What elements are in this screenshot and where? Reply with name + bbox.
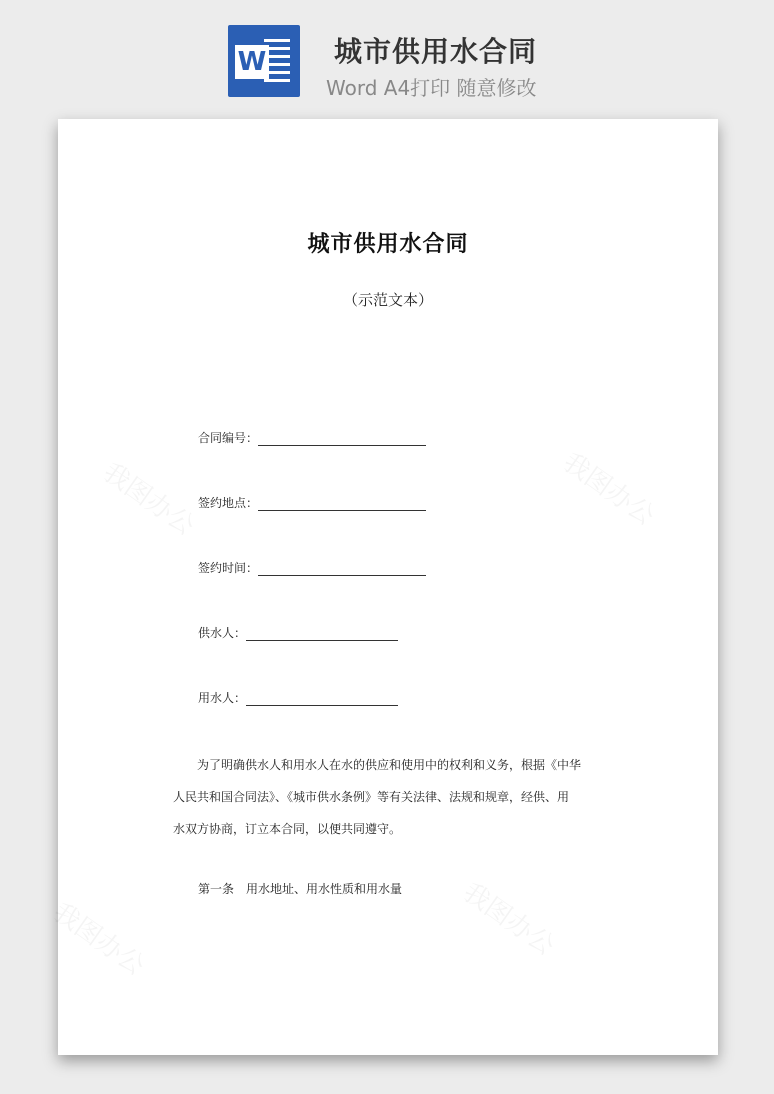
header-title: 城市供用水合同	[334, 35, 538, 68]
word-icon-letter: W	[235, 45, 269, 79]
word-icon	[228, 25, 300, 97]
watermark	[97, 453, 203, 543]
fill-line[interactable]	[246, 691, 398, 706]
fill-line[interactable]	[246, 626, 398, 641]
document-title: 城市供用水合同	[307, 232, 469, 257]
field-signing-place	[198, 494, 426, 511]
fill-line[interactable]	[258, 561, 426, 576]
preview-header	[0, 0, 774, 110]
field-user	[198, 689, 398, 706]
field-contract-number	[198, 429, 426, 446]
field-label: 签约时间：	[198, 561, 259, 575]
paragraph-line: 人民共和国合同法》、《城市供水条例》等有关法律、法规和规章，经供、用	[173, 790, 570, 804]
field-label: 合同编号：	[198, 431, 259, 445]
watermark	[457, 873, 563, 963]
watermark	[557, 443, 663, 533]
field-label: 签约地点：	[198, 496, 259, 510]
article-heading: 第一条 用水地址、用水性质和用水量	[198, 882, 403, 896]
watermark	[47, 893, 153, 983]
document-page	[58, 119, 718, 1055]
fill-line[interactable]	[258, 431, 426, 446]
paragraph-line: 为了明确供水人和用水人在水的供应和使用中的权利和义务，根据《中华	[197, 758, 582, 772]
field-signing-time	[198, 559, 426, 576]
fill-line[interactable]	[258, 496, 426, 511]
intro-paragraph	[173, 749, 603, 845]
paragraph-line: 水双方协商，订立本合同，以便共同遵守。	[173, 822, 402, 836]
document-subtitle: （示范文本）	[342, 291, 433, 309]
header-subtitle: Word A4打印 随意修改	[326, 76, 537, 100]
field-supplier	[198, 624, 398, 641]
field-label: 用水人：	[198, 691, 247, 705]
field-label: 供水人：	[198, 626, 247, 640]
